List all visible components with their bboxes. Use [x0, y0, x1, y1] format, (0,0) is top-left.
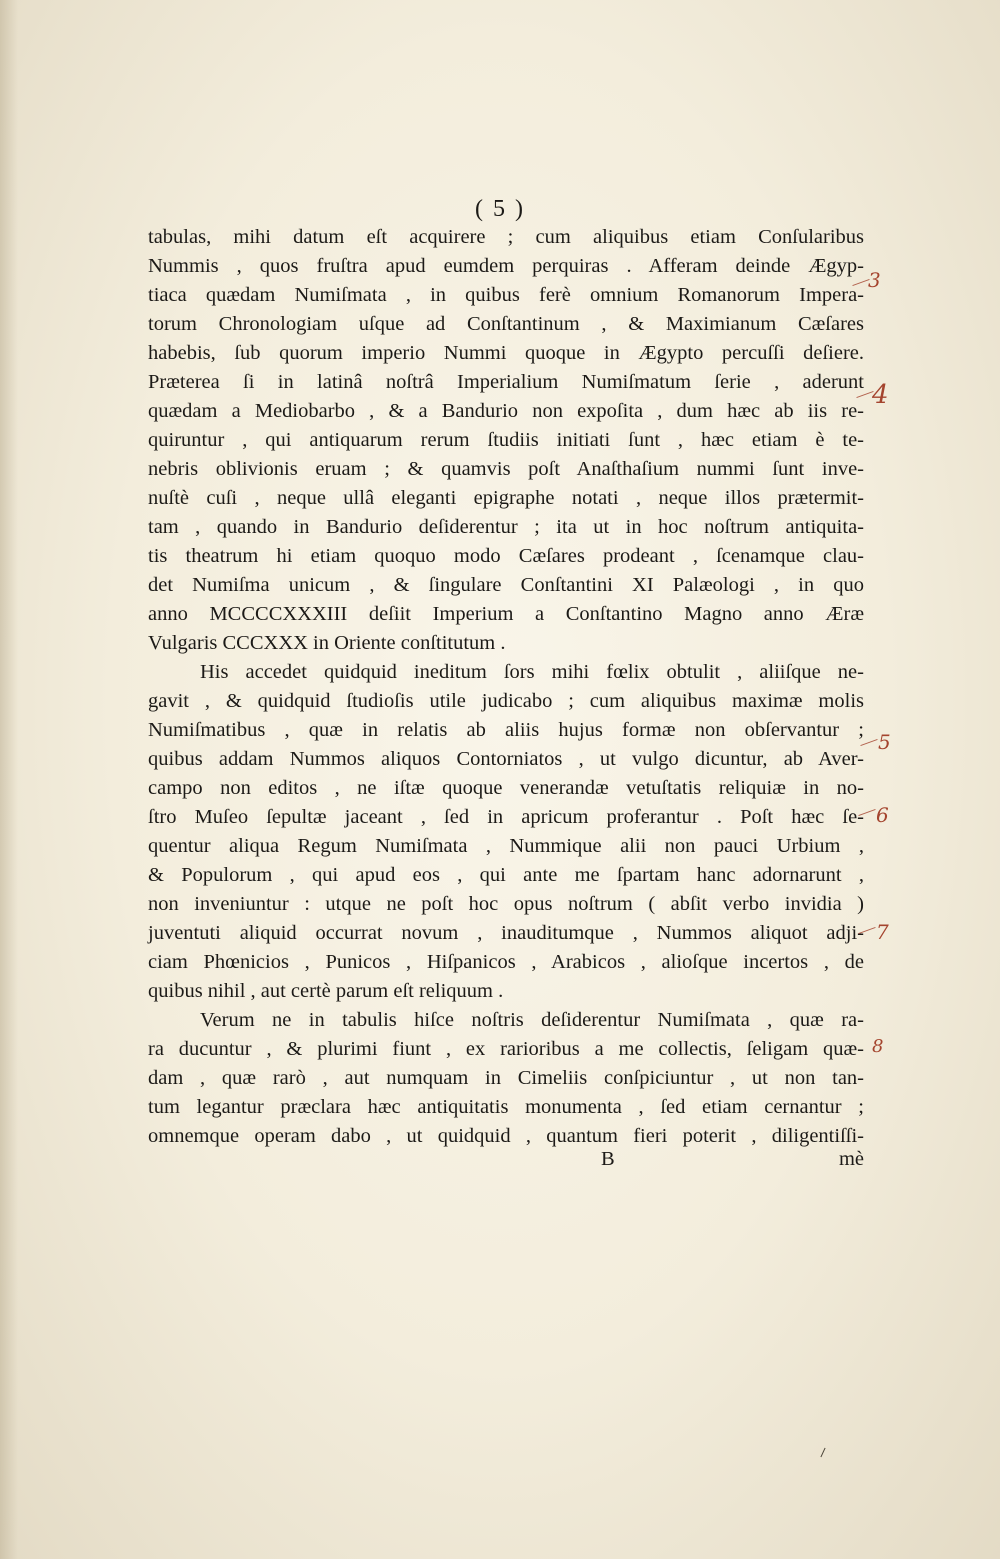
page-gutter-shadow: [0, 0, 18, 1559]
text-line-23: & Populorum , qui apud eos , qui ante me ſpartam hanc adornarunt ,: [148, 864, 864, 886]
margin-annotation-7: 7: [876, 920, 889, 944]
text-line-29: ra ducuntur , & plurimi fiunt , ex rarioribus a me collectis, ſeligam quæ-: [148, 1038, 864, 1060]
text-line-3: tiaca quædam Numiſmata , in quibus ferè omnium Romanorum Impera-: [148, 284, 864, 306]
text-line-5: habebis, ſub quorum imperio Nummi quoque in Ægypto percuſſi deſiere.: [148, 342, 864, 364]
text-line-30: dam , quæ rarò , aut numquam in Cimeliis conſpiciuntur , ut non tan-: [148, 1067, 864, 1089]
text-line-16: His accedet quidquid ineditum ſors mihi fœlix obtulit , aliiſque ne-: [200, 661, 864, 683]
text-line-26: ciam Phœnicios , Punicos , Hiſpanicos , Arabicos , alioſque incertos , de: [148, 951, 864, 973]
margin-annotation-3: 3: [868, 268, 881, 292]
text-line-11: tam , quando in Bandurio deſiderentur ; ita ut in hoc noſtrum antiquita-: [148, 516, 864, 538]
text-line-15: Vulgaris CCCXXX in Oriente conſtitutum .: [148, 632, 506, 654]
margin-annotation-4: 4: [872, 380, 889, 410]
text-line-7: quædam a Mediobarbo , & a Bandurio non expoſita , dum hæc ab iis re-: [148, 400, 864, 422]
text-line-6: Præterea ſi in latinâ noſtrâ Imperialium Numiſmatum ſerie , aderunt: [148, 371, 864, 393]
text-line-17: gavit , & quidquid ſtudioſis utile judicabo ; cum aliquibus maximæ molis: [148, 690, 864, 712]
text-line-28: Verum ne in tabulis hiſce noſtris deſiderentur Numiſmata , quæ ra-: [200, 1009, 864, 1031]
text-line-19: quibus addam Nummos aliquos Contorniatos , ut vulgo dicuntur, ab Aver-: [148, 748, 864, 770]
page-footer: [148, 1148, 864, 1177]
text-line-18: Numiſmatibus , quæ in relatis ab aliis hujus formæ non obſervantur ;: [148, 719, 864, 741]
signature-mark: B: [601, 1148, 615, 1170]
stray-ink-mark: [820, 1448, 825, 1457]
text-line-24: non inveniuntur : utque ne poſt hoc opus noſtrum ( abſit verbo invidia ): [148, 893, 864, 915]
text-line-13: det Numiſma unicum , & ſingulare Conſtantini XI Palæologi , in quo: [148, 574, 864, 596]
body-text: [148, 223, 864, 1151]
text-line-2: Nummis , quos fruſtra apud eumdem perquiras . Afferam deinde Ægyp-: [148, 255, 864, 277]
text-line-12: tis theatrum hi etiam quoquo modo Cæſares prodeant , ſcenamque clau-: [148, 545, 864, 567]
text-line-20: campo non editos , ne iſtæ quoque venerandæ vetuſtatis reliquiæ in no-: [148, 777, 864, 799]
margin-annotation-6: 6: [876, 803, 889, 827]
text-line-1: tabulas, mihi datum eſt acquirere ; cum aliquibus etiam Conſularibus: [148, 226, 864, 248]
text-line-22: quentur aliqua Regum Numiſmata , Nummique alii non pauci Urbium ,: [148, 835, 864, 857]
text-line-32: omnemque operam dabo , ut quidquid , quantum fieri poterit , diligentiſſi-: [148, 1125, 864, 1147]
text-line-21: ſtro Muſeo ſepultæ jaceant , ſed in apricum proferantur . Poſt hæc ſe-: [148, 806, 864, 828]
text-line-10: nuſtè cuſi , neque ullâ eleganti epigraphe notati , neque illos prætermit-: [148, 487, 864, 509]
text-line-27: quibus nihil , aut certè parum eſt reliquum .: [148, 980, 504, 1002]
text-line-9: nebris oblivionis eruam ; & quamvis poſt Anaſthaſium nummi ſunt inve-: [148, 458, 864, 480]
text-line-14: anno MCCCCXXXIII deſiit Imperium a Conſtantino Magno anno Æræ: [148, 603, 864, 625]
text-line-31: tum legantur præclara hæc antiquitatis monumenta , ſed etiam cernantur ;: [148, 1096, 864, 1118]
text-line-25: juventuti aliquid occurrat novum , inauditumque , Nummos aliquot adji-: [148, 922, 864, 944]
margin-annotation-8: 8: [872, 1036, 884, 1057]
margin-annotation-5: 5: [878, 730, 891, 754]
page-number: ( 5 ): [475, 196, 525, 222]
text-line-8: quiruntur , qui antiquarum rerum ſtudiis initiati ſunt , hæc etiam è te-: [148, 429, 864, 451]
text-line-4: torum Chronologiam uſque ad Conſtantinum , & Maximianum Cæſares: [148, 313, 864, 335]
catchword: mè: [838, 1148, 864, 1170]
